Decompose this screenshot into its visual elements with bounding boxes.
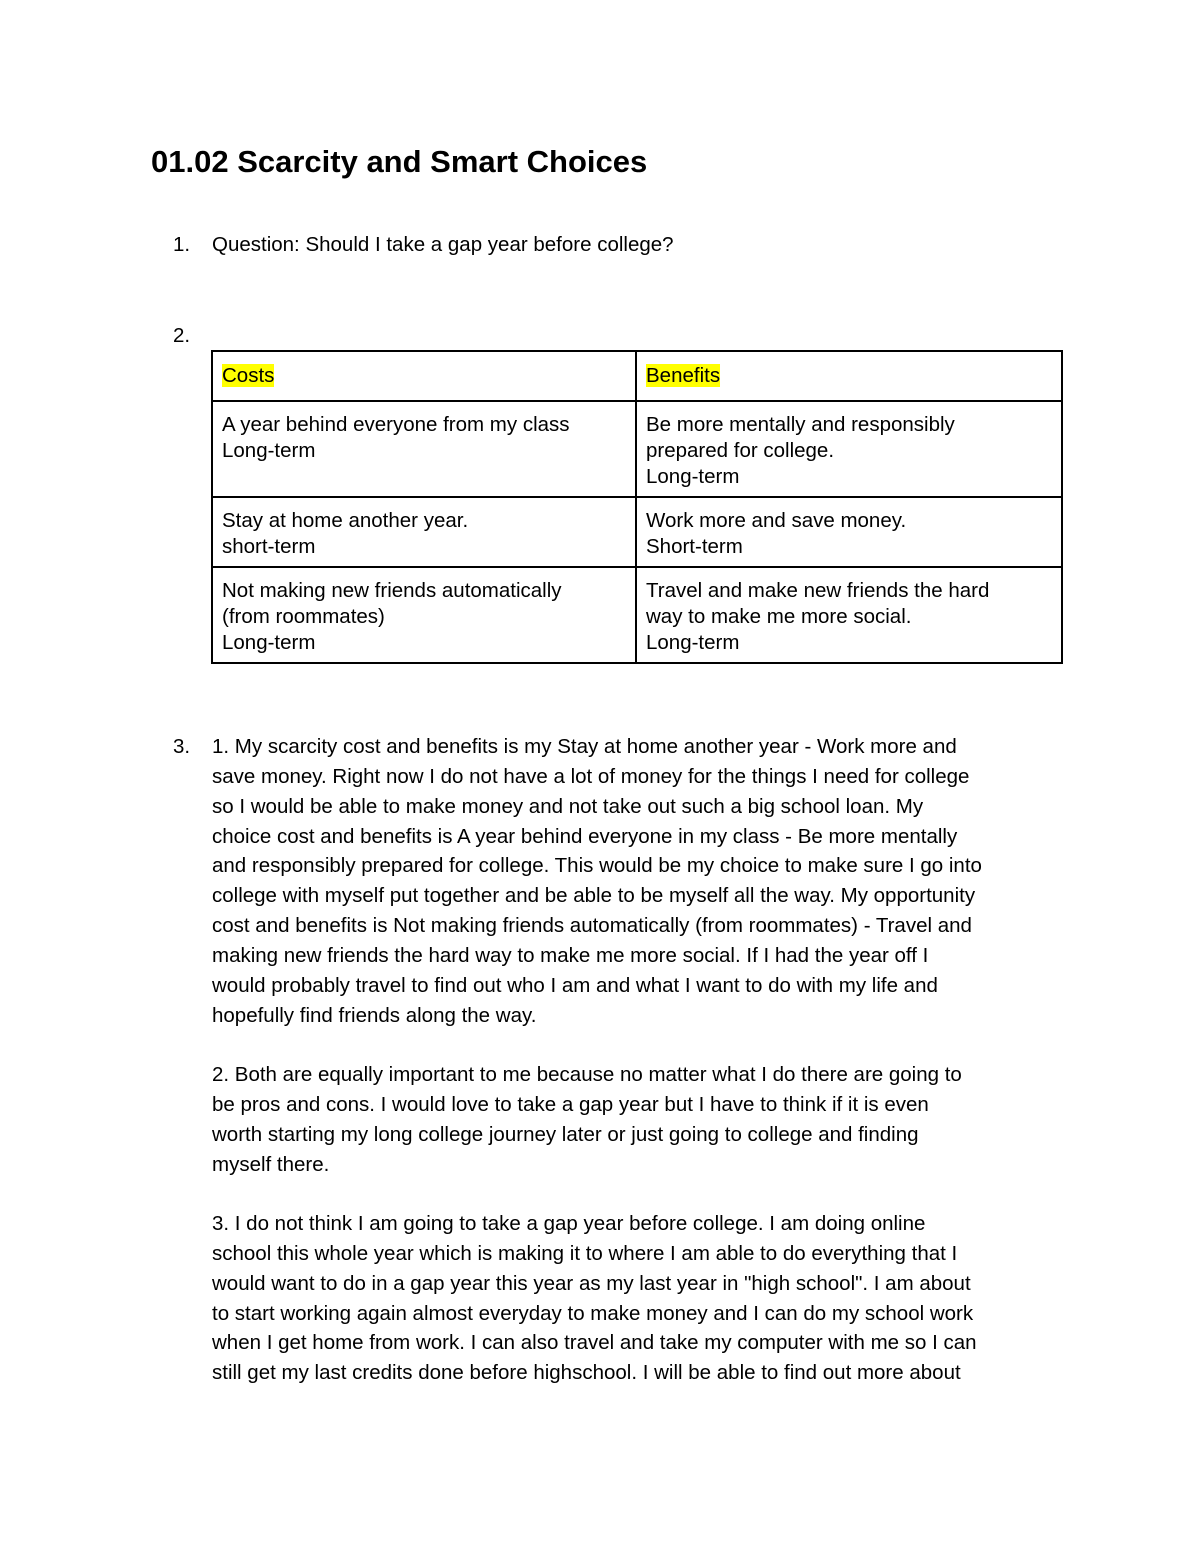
benefit-cell — [636, 401, 1062, 497]
answer-paragraph-3 — [212, 1209, 1072, 1388]
header-costs: Costs — [222, 364, 275, 387]
benefit-line: prepared for college. — [646, 439, 835, 462]
question-text: Question: Should I take a gap year before college? — [212, 233, 674, 256]
paragraph-line: college with myself put together and be able to be myself all the way. My opportunity — [212, 884, 976, 908]
table-header-row — [212, 351, 1062, 401]
paragraph-line: school this whole year which is making it to where I am able to do everything that I — [212, 1241, 958, 1265]
paragraph-line: would want to do in a gap year this year as my last year in "high school". I am about — [212, 1271, 971, 1295]
header-cell-benefits — [636, 351, 1062, 401]
cost-cell — [212, 567, 636, 663]
paragraph-line: 3. I do not think I am going to take a gap year before college. I am doing online — [212, 1212, 926, 1235]
paragraph-line: making new friends the hard way to make me more social. If I had the year off I — [212, 943, 929, 967]
paragraph-line: when I get home from work. I can also travel and take my computer with me so I can — [212, 1331, 977, 1355]
list-number-3: 3. — [173, 735, 191, 758]
paragraph-line: would probably travel to find out who I am and what I want to do with my life and — [212, 973, 938, 997]
benefit-line: Work more and save money. — [646, 509, 907, 532]
paragraph-line: myself there. — [212, 1152, 330, 1176]
document-title: 01.02 Scarcity and Smart Choices — [151, 144, 648, 179]
cost-term: short-term — [222, 535, 316, 558]
paragraph-line: worth starting my long college journey later or just going to college and finding — [212, 1122, 919, 1146]
table-row — [212, 567, 1062, 663]
paragraph-line: still get my last credits done before highschool. I will be able to find out more about — [212, 1361, 961, 1385]
benefit-term: Long-term — [646, 465, 740, 488]
cost-line: (from roommates) — [222, 605, 385, 628]
paragraph-line: save money. Right now I do not have a lot of money for the things I need for college — [212, 764, 970, 788]
paragraph-line: 1. My scarcity cost and benefits is my Stay at home another year - Work more and — [212, 735, 957, 758]
paragraph-line: cost and benefits is Not making friends automatically (from roommates) - Travel and — [212, 914, 972, 938]
paragraph-line: and responsibly prepared for college. This would be my choice to make sure I go into — [212, 854, 982, 878]
table-row — [212, 497, 1062, 567]
cost-line: Not making new friends automatically — [222, 579, 562, 602]
header-cell-costs — [212, 351, 636, 401]
answer-paragraph-1 — [212, 732, 1072, 1030]
benefit-cell — [636, 497, 1062, 567]
list-number-2: 2. — [173, 324, 191, 347]
cost-term: Long-term — [222, 631, 316, 654]
cost-line: A year behind everyone from my class — [222, 413, 570, 436]
table-row — [212, 401, 1062, 497]
cost-line: Stay at home another year. — [222, 509, 469, 532]
paragraph-line: 2. Both are equally important to me because no matter what I do there are going to — [212, 1063, 962, 1086]
list-number-1: 1. — [173, 233, 191, 256]
benefit-term: Long-term — [646, 631, 740, 654]
paragraph-line: hopefully find friends along the way. — [212, 1003, 537, 1027]
cost-term: Long-term — [222, 439, 316, 462]
benefit-cell — [636, 567, 1062, 663]
answer-paragraph-2 — [212, 1060, 1072, 1179]
paragraph-line: choice cost and benefits is A year behind everyone in my class - Be more mentally — [212, 824, 958, 848]
benefit-line: Travel and make new friends the hard — [646, 579, 990, 602]
paragraph-line: be pros and cons. I would love to take a gap year but I have to think if it is even — [212, 1092, 929, 1116]
header-benefits: Benefits — [646, 364, 721, 387]
costs-benefits-table — [211, 350, 1063, 664]
paragraph-line: so I would be able to make money and not take out such a big school loan. My — [212, 794, 924, 818]
cost-cell — [212, 401, 636, 497]
paragraph-line: to start working again almost everyday to make money and I can do my school work — [212, 1301, 974, 1325]
cost-cell — [212, 497, 636, 567]
benefit-term: Short-term — [646, 535, 743, 558]
benefit-line: Be more mentally and responsibly — [646, 413, 955, 436]
benefit-line: way to make me more social. — [646, 605, 912, 628]
